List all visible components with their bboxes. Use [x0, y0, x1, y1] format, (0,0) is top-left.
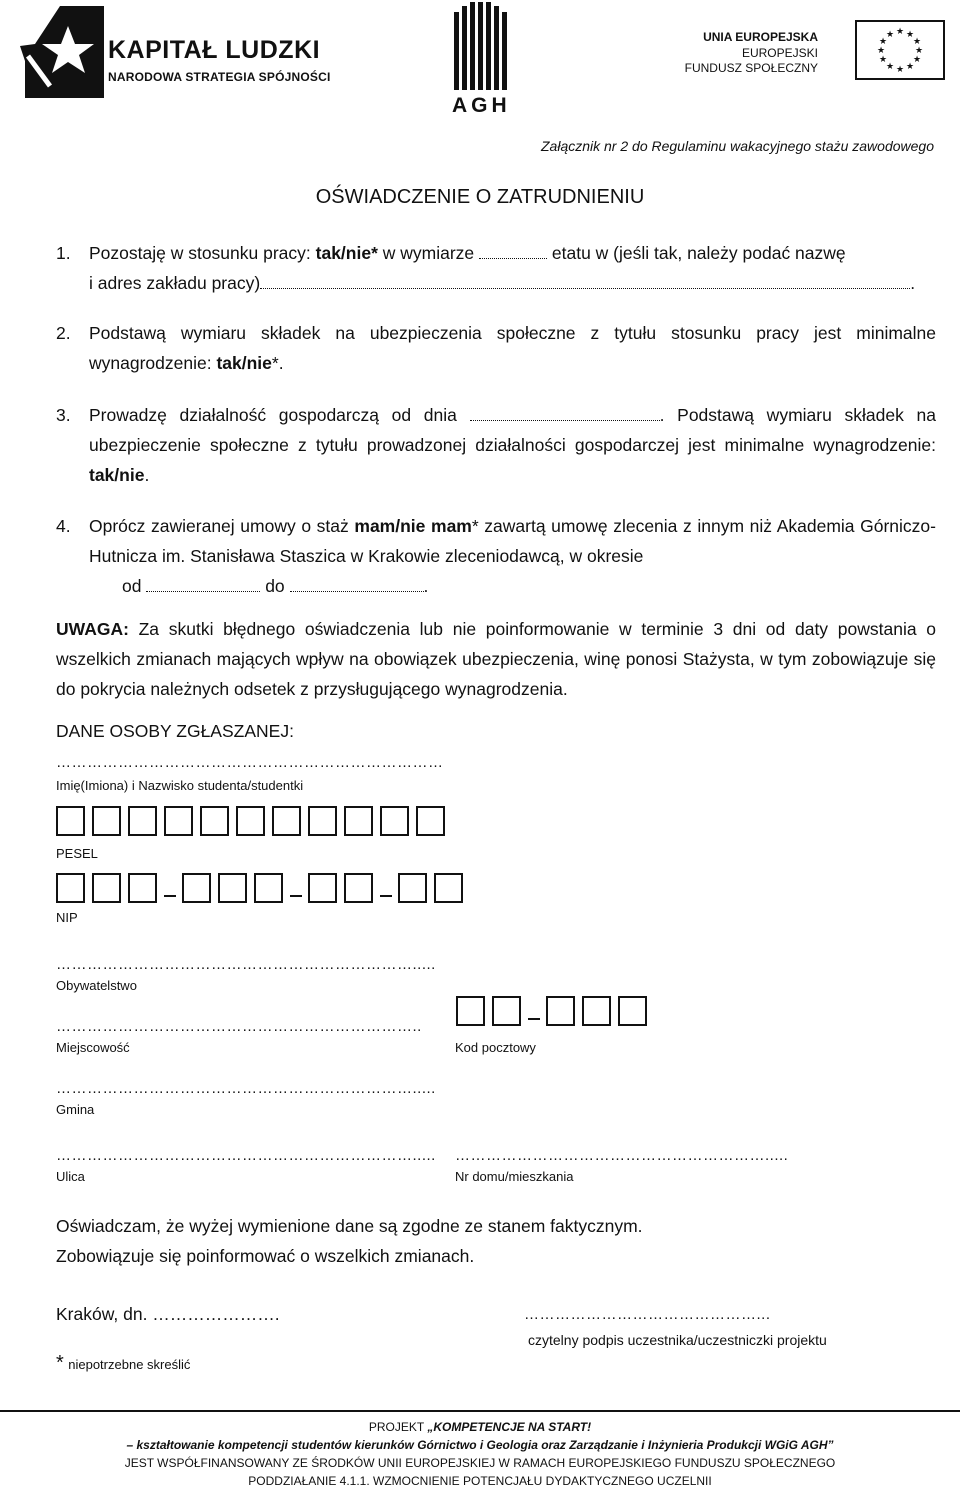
warning-text: Za skutki błędnego oświadczenia lub nie poinformowanie w terminie 3 dni od daty powstania o wszelkich zmianach mających wpływ na obowiązek ubezpieczenia, winę ponosi Stażysta, w tym zobowiązuje się do pokrycia należnych odsetek z przysługującego wynagrodzenia. [56, 619, 936, 699]
footer [0, 1410, 960, 1490]
agh-emblem-icon [450, 2, 516, 94]
agh-text: AGH [452, 94, 511, 117]
eu-flag-icon [855, 20, 945, 80]
svg-text:★: ★ [895, 27, 905, 37]
item-2: 2. Podstawą wymiaru składek na ubezpieczenia społeczne z tytułu stosunku pracy jest minimalne wynagrodzenie: tak/nie*. [56, 323, 936, 373]
svg-text:★: ★ [914, 46, 924, 56]
nip-label: NIP [56, 910, 78, 925]
svg-text:★: ★ [905, 30, 915, 40]
commune-field[interactable]: ……………………………………………………………..... [56, 1080, 436, 1097]
kapital-ludzki-subtitle: NARODOWA STRATEGIA SPÓJNOŚCI [108, 70, 331, 84]
svg-text:★: ★ [885, 62, 895, 72]
svg-text:★: ★ [876, 46, 886, 56]
footer-project-label: PROJEKT [368, 1420, 428, 1434]
eu-line2: EUROPEJSKI [741, 46, 818, 60]
signature-field[interactable]: ………………………………………... [524, 1306, 771, 1323]
street-field[interactable]: ……………………………………………………………..... [56, 1147, 436, 1164]
kapital-ludzki-title: KAPITAŁ LUDZKI [108, 36, 321, 64]
item-1: 1. Pozostaję w stosunku pracy: tak/nie* w wymiarze etatu w (jeśli tak, należy podać nazwę i adres zakładu pracy) . [56, 243, 916, 293]
warning-label: UWAGA: [56, 619, 129, 639]
postal-code-boxes[interactable] [456, 996, 654, 1026]
kapital-ludzki-logo [20, 6, 350, 98]
street-label: Ulica [56, 1169, 85, 1184]
footnote-star: * [56, 1352, 64, 1374]
footer-subaction: PODDZIAŁANIE 4.1.1. WZMOCNIENIE POTENCJAŁU DYDAKTYCZNEGO UCZELNII [248, 1474, 712, 1488]
place-date-field[interactable]: Kraków, dn. …………………. [56, 1304, 280, 1324]
item-3: 3. Prowadzę działalność gospodarczą od dnia . Podstawą wymiaru składek na ubezpieczenie społeczne z tytułu prowadzonej działalności gospodarczej jest minimalne wynagrodzenie: tak/nie. [56, 405, 936, 485]
employer-field[interactable] [260, 274, 910, 289]
pesel-boxes[interactable] [56, 806, 452, 836]
period-to-field[interactable] [290, 577, 424, 592]
eu-logo [684, 20, 945, 82]
house-number-field[interactable]: ……………………………………………………..... [455, 1147, 789, 1164]
commune-label: Gmina [56, 1102, 95, 1117]
citizenship-label: Obywatelstwo [56, 978, 137, 993]
declaration-line2: Zobowiązuje się poinformować o wszelkich zmianach. [56, 1246, 475, 1266]
item-4: 4. Oprócz zawieranej umowy o staż mam/nie mam* zawartą umowę zlecenia z innym niż Akademia Górniczo-Hutnicza im. Stanisława Staszica w Krakowie zleceniodawcą, w okresie od do . [56, 516, 936, 596]
citizenship-field[interactable]: ……………………………………………………………..... [56, 956, 436, 973]
svg-text:★: ★ [878, 55, 888, 65]
eu-line1: UNIA EUROPEJSKA [703, 30, 818, 44]
kapital-ludzki-star-icon [20, 6, 104, 98]
svg-text:★: ★ [895, 65, 905, 75]
postal-code-label: Kod pocztowy [455, 1040, 536, 1055]
footnote-text: niepotrzebne skreślić [68, 1357, 191, 1372]
section-title: DANE OSOBY ZGŁASZANEJ: [56, 721, 294, 741]
svg-text:★: ★ [885, 30, 895, 40]
signature-label: czytelny podpis uczestnika/uczestniczki projektu [528, 1332, 827, 1348]
svg-text:★: ★ [905, 62, 915, 72]
declaration-line1: Oświadczam, że wyżej wymienione dane są zgodne ze stanem faktycznym. [56, 1216, 643, 1236]
annex-note: Załącznik nr 2 do Regulaminu wakacyjnego stażu zawodowego [541, 138, 934, 154]
workload-field[interactable] [479, 244, 547, 259]
pesel-label: PESEL [56, 846, 98, 861]
eu-line3: FUNDUSZ SPOŁECZNY [684, 61, 818, 75]
period-from-field[interactable] [146, 577, 260, 592]
city-label: Miejscowość [56, 1040, 130, 1055]
footer-project-name: „KOMPETENCJE NA START! [427, 1420, 592, 1434]
city-field[interactable]: …………………………………………………………….. [56, 1018, 422, 1035]
name-label: Imię(Imiona) i Nazwisko studenta/studentki [56, 778, 304, 793]
footer-funding: JEST WSPÓŁFINANSOWANY ZE ŚRODKÓW UNII EUROPEJSKIEJ W RAMACH EUROPEJSKIEGO FUNDUSZU SPOŁECZNEGO [124, 1456, 836, 1470]
footnote [56, 1352, 190, 1375]
svg-text:★: ★ [878, 37, 888, 47]
svg-text:★: ★ [912, 55, 922, 65]
agh-logo [450, 2, 516, 120]
house-number-label: Nr domu/mieszkania [455, 1169, 574, 1184]
footer-project-description: – kształtowanie kompetencji studentów kierunków Górnictwo i Geologia oraz Zarządzanie i Inżynieria Produkcji WGiG AGH” [126, 1438, 834, 1452]
document-title: OŚWIADCZENIE O ZATRUDNIENIU [315, 186, 645, 208]
nip-boxes[interactable] [56, 873, 470, 903]
svg-text:★: ★ [912, 37, 922, 47]
name-field[interactable]: ………………………………………………………………… [56, 754, 444, 771]
business-start-date-field[interactable] [470, 406, 660, 421]
warning-paragraph [56, 614, 936, 704]
